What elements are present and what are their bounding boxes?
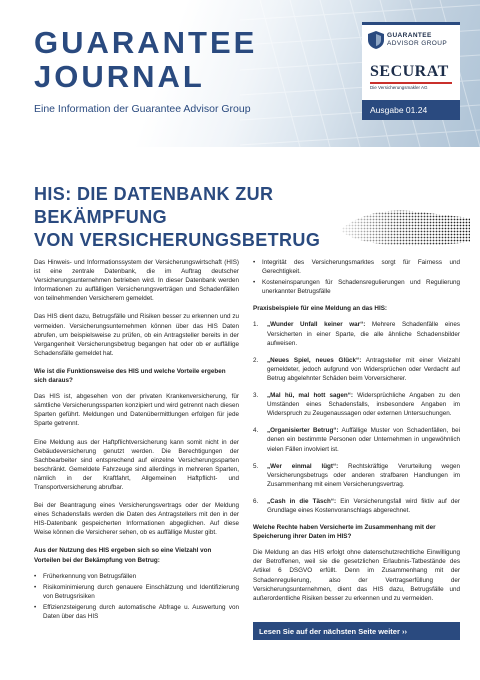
intro-paragraph: Das Hinweis- und Informationssystem der Versicherungswirtschaft (HIS) ist eine zentrale Datenbank, die im Auftrag deutscher Versicherungsunternehmen betrieben wird. In dieser Datenbank werden Informationen zu auffälligen Versicherungsverträgen und Schadenfällen von teilnehmenden Versicherern gemeldet. <box>34 259 239 303</box>
section-question: Aus der Nutzung des HIS ergeben sich so eine Vielzahl von Vorteilen bei der Bekämpfung von Betrug: <box>34 547 212 564</box>
list-item: 5. „Wer einmal lügt“: Rechtskräftige Verurteilung wegen Versicherungsbetrugs oder anderen strafbaren Handlungen im Zusammenhang mit einem Versicherungsvertrag. <box>253 462 460 488</box>
securat-logo: SECURAT <box>370 63 449 80</box>
article-right-column <box>253 258 460 612</box>
securat-underline <box>370 82 452 84</box>
section-question: Welche Rechte haben Versicherte im Zusammenhang mit der Speicherung ihrer Daten im HIS? <box>253 524 436 541</box>
journal-subtitle: Eine Information der Guarantee Advisor Group <box>34 103 251 115</box>
list-item: 6. „Cash in die Täsch“: Ein Versicherungsfall wird fiktiv auf der Grundlage eines Kostenvoranschlags abgerechnet. <box>253 497 460 514</box>
paragraph: Bei der Beantragung eines Versicherungsvertrags oder der Meldung eines Schadensfalls werden die Daten des Antragstellers mit den in der HIS-Datenbank gespeicherten Informationen abgeglichen. Auf diese Weise können die Versicherer sehen, ob es auffällige Muster gibt. <box>34 502 239 537</box>
paragraph: Das HIS dient dazu, Betrugsfälle und Risiken besser zu erkennen und zu vermeiden. Versicherungsunternehmen können über das HIS Daten abrufen, um beispielsweise zu prüfen, ob ein Antragsteller bereits in der Vergangenheit Versicherungsbetrug begangen hat oder ob er auffällige Schadensfälle gemeldet hat. <box>34 313 239 357</box>
securat-tagline: Die Versicherungsmakler AG <box>370 85 428 90</box>
benefits-list <box>34 572 239 621</box>
benefits-list-continued <box>253 258 460 296</box>
section-question: Wie ist die Funktionsweise des HIS und welche Vorteile ergeben sich daraus? <box>34 367 226 385</box>
list-item: • Kosteneinsparungen für Schadensregulierungen und Regulierung unerkannter Betrugsfälle <box>253 278 460 296</box>
paragraph: Eine Meldung aus der Haftpflichtversicherung kann somit nicht in der Gebäudeversicherung genutzt werden. Die Berechtigungen der Sachbearbeiter sind entsprechend auf einzelne Versicherungssparten beschränkt. Gemeldete Fahrzeuge sind allerdings in mehreren Sparten, nämlich in der Kraftfahrt, Allgemeinen Haftpflicht- und Transportversicherung abrufbar. <box>34 438 239 491</box>
journal-title: GUARANTEE JOURNAL <box>34 25 258 94</box>
examples-list <box>253 320 460 515</box>
paragraph: Das HIS ist, abgesehen von der privaten Krankenversicherung, für sämtliche Versicherungssparten konzipiert und wird getrennt nach diesen Sparten geführt. Meldungen und Datenübermittlungen erfolgen für jede Sparte getrennt. <box>34 393 239 428</box>
list-item: • Integrität des Versicherungsmarktes sorgt für Fairness und Gerechtigkeit. <box>253 258 460 276</box>
list-item: • Risikominimierung durch genauere Einschätzung und Identifizierung von Betrugsrisiken <box>34 583 239 601</box>
section-question: Praxisbeispiele für eine Meldung an das HIS: <box>253 305 388 313</box>
shield-icon <box>368 31 384 49</box>
list-item: 3. „Mal hü, mal hott sagen“: Widersprüchliche Angaben zu den Umständen eines Schadensfalls, insbesondere Angaben im Widerspruch zu Zeugenaussagen oder externen Untersuchungen. <box>253 392 460 418</box>
list-item: 4. „Organisierter Betrug“: Auffällige Muster von Schadenfällen, bei denen ein bestimmte Personen oder Unternehmen in ungewöhnlich vielen Fällen involviert ist. <box>253 427 460 453</box>
journal-header <box>0 0 480 147</box>
list-item: 2. „Neues Spiel, neues Glück“: Antragsteller mit einer Vielzahl gemeldeter, jedoch aufgrund von Widersprüchen oder Verdacht auf Betrug abgelehnter Schäden beim Vorversicherer. <box>253 356 460 382</box>
article-left-column <box>34 258 239 629</box>
continue-reading-link[interactable]: Lesen Sie auf der nächsten Seite weiter ›› <box>253 622 460 640</box>
issue-badge: Ausgabe 01.24 <box>362 100 460 120</box>
article-headline: HIS: DIE DATENBANK ZUR BEKÄMPFUNG VON VERSICHERUNGSBETRUG <box>34 184 321 250</box>
brand-name-line1: GUARANTEE <box>387 32 432 39</box>
list-item: 1. „Wunder Unfall keiner war“: Mehrere Schadenfälle eines Versicherten in einer Sparte, die alle ähnliche Schadensbilder aufweisen. <box>253 321 460 347</box>
list-item: • Effizienzsteigerung durch automatische Abfrage u. Auswertung von Daten über das HIS <box>34 603 239 621</box>
halftone-fingerprint-graphic <box>330 200 470 250</box>
paragraph: Die Meldung an das HIS erfolgt ohne datenschutzrechtliche Einwilligung der Betroffenen, weil sie die gesetzlichen Erlaubnis-Tatbestände des Artikel 6 DSGVO erfüllt. Denn im Zusammenhang mit der Schadenregulierung, also der Vertragserfüllung der Versicherungsunternehmen, dient das HIS dazu, Betrugsfälle und außerordentliche Risiken besser zu erkennen und zu vermeiden. <box>253 549 460 602</box>
list-item: • Früherkennung von Betrugsfällen <box>34 572 239 581</box>
brand-name-line2: ADVISOR GROUP <box>387 40 448 47</box>
